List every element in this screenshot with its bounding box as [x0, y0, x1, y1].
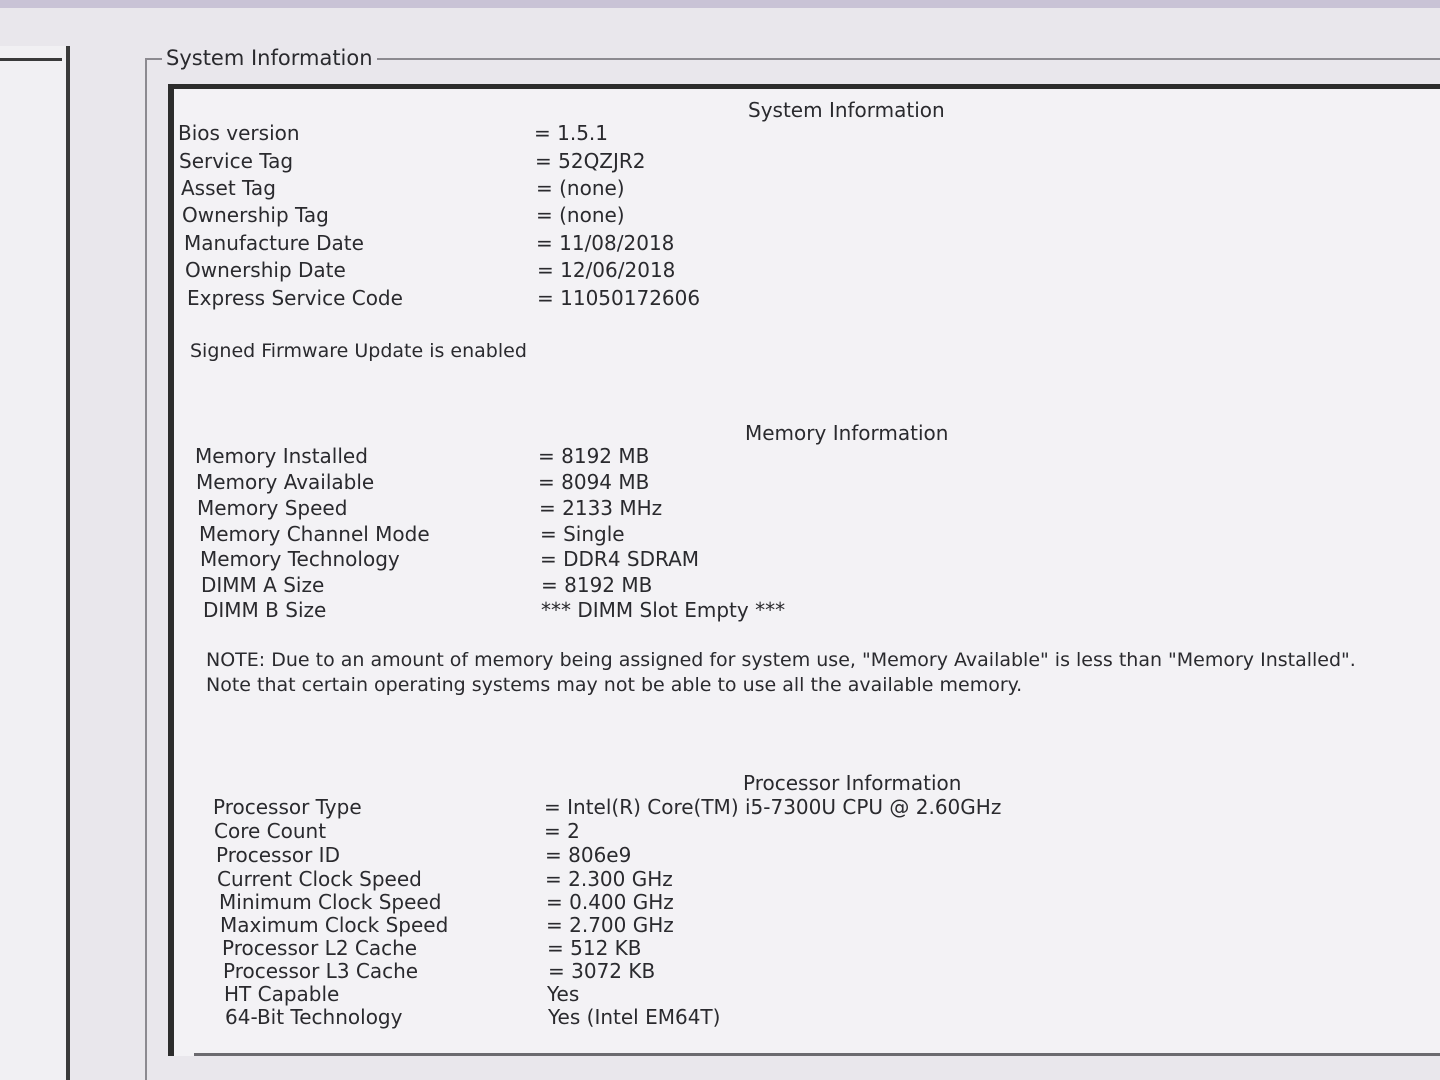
- row-label: Express Service Code: [187, 286, 403, 310]
- row-value: = 2.700 GHz: [546, 913, 674, 937]
- row-label: Asset Tag: [181, 176, 276, 200]
- memory-info-heading: Memory Information: [745, 421, 949, 445]
- firmware-update-status: Signed Firmware Update is enabled: [190, 340, 527, 362]
- row-value: = 2.300 GHz: [545, 867, 673, 891]
- row-label: Memory Channel Mode: [199, 522, 430, 546]
- row-value: = DDR4 SDRAM: [540, 547, 700, 571]
- row-label: Memory Installed: [195, 444, 368, 468]
- row-label: DIMM A Size: [201, 573, 325, 597]
- row-label: Processor L3 Cache: [223, 959, 419, 983]
- top-strip: [0, 0, 1440, 8]
- row-label: Minimum Clock Speed: [219, 890, 442, 914]
- row-value: = 1.5.1: [534, 121, 609, 145]
- navigation-panel[interactable]: [0, 46, 70, 1080]
- row-label: Memory Speed: [197, 496, 348, 520]
- row-label: DIMM B Size: [203, 598, 327, 622]
- row-value: = Intel(R) Core(TM) i5-7300U CPU @ 2.60GHz: [544, 795, 1002, 819]
- row-value: *** DIMM Slot Empty ***: [541, 598, 786, 622]
- row-value: = 11/08/2018: [536, 231, 675, 255]
- row-value: = 11050172606: [537, 286, 701, 310]
- processor-info-heading: Processor Information: [743, 771, 962, 795]
- row-label: Memory Technology: [200, 547, 400, 571]
- row-value: = 512 KB: [547, 936, 642, 960]
- row-label: Processor Type: [213, 795, 362, 819]
- row-value: = 3072 KB: [548, 959, 656, 983]
- row-value: = (none): [536, 176, 625, 200]
- row-value: Yes (Intel EM64T): [548, 1005, 721, 1029]
- row-value: = (none): [536, 203, 625, 227]
- memory-note: NOTE: Due to an amount of memory being assigned for system use, "Memory Available" is less than "Memory Installed". Note that certain operating systems may not be able to use all the available memory.: [206, 649, 1356, 696]
- row-label: Bios version: [178, 121, 300, 145]
- row-label: HT Capable: [224, 982, 340, 1006]
- row-label: Ownership Tag: [182, 203, 329, 227]
- row-value: = 2133 MHz: [539, 496, 663, 520]
- row-label: Current Clock Speed: [217, 867, 422, 891]
- row-label: Manufacture Date: [184, 231, 364, 255]
- content-bottom-border: [194, 1053, 1440, 1056]
- system-info-heading: System Information: [748, 98, 945, 122]
- row-value: = 8094 MB: [538, 470, 650, 494]
- row-label: Core Count: [214, 819, 327, 843]
- row-label: Maximum Clock Speed: [220, 913, 449, 937]
- row-value: = 806e9: [545, 843, 632, 867]
- row-label: Processor L2 Cache: [222, 936, 418, 960]
- row-label: Service Tag: [179, 149, 294, 173]
- row-label: 64-Bit Technology: [225, 1005, 403, 1029]
- row-value: = Single: [540, 522, 625, 546]
- row-value: = 12/06/2018: [537, 258, 676, 282]
- group-title: System Information: [162, 46, 377, 70]
- row-value: Yes: [547, 982, 580, 1006]
- navigation-panel-border: [0, 58, 62, 61]
- row-value: = 8192 MB: [541, 573, 653, 597]
- row-label: Processor ID: [216, 843, 340, 867]
- row-value: = 8192 MB: [538, 444, 650, 468]
- row-label: Ownership Date: [185, 258, 346, 282]
- row-value: = 0.400 GHz: [546, 890, 674, 914]
- row-value: = 52QZJR2: [535, 149, 646, 173]
- row-value: = 2: [544, 819, 580, 843]
- row-label: Memory Available: [196, 470, 375, 494]
